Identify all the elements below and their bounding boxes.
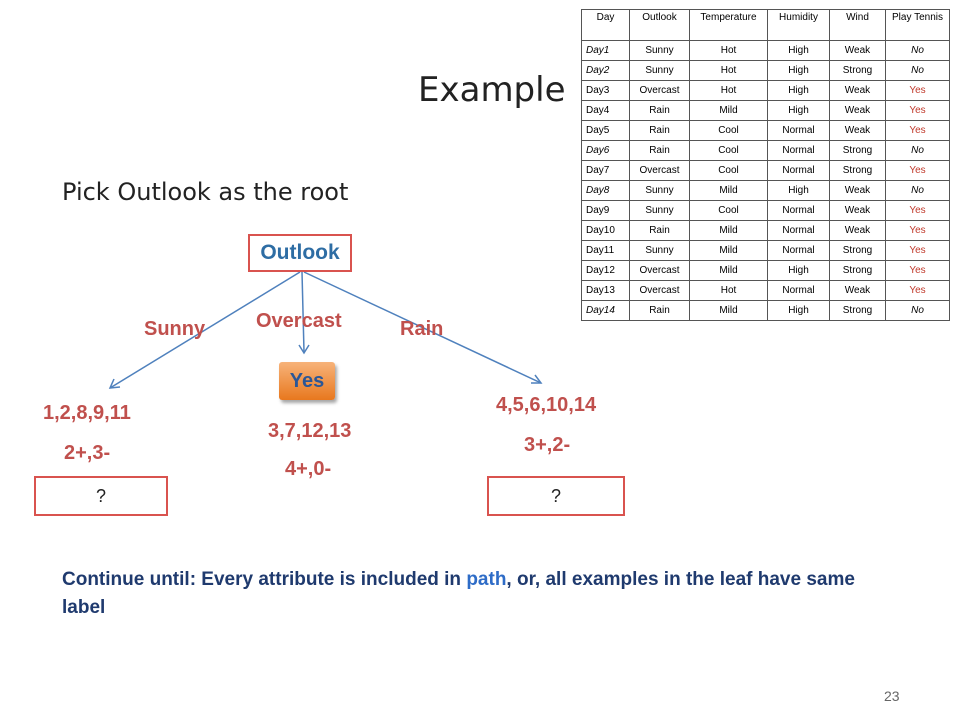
- table-cell: Hot: [690, 61, 768, 81]
- column-header: Temperature: [690, 10, 768, 41]
- table-header-row: [582, 10, 950, 41]
- table-cell: Yes: [886, 261, 950, 281]
- slide-title: Example: [418, 70, 566, 110]
- rain-counts: 3+,2-: [524, 434, 571, 456]
- table-cell: High: [768, 41, 830, 61]
- table-row: [582, 241, 950, 261]
- table-cell: Mild: [690, 261, 768, 281]
- table-cell: Normal: [768, 281, 830, 301]
- table-cell: Strong: [830, 241, 886, 261]
- table-cell: High: [768, 181, 830, 201]
- table-row: [582, 181, 950, 201]
- table-cell: Sunny: [630, 201, 690, 221]
- table-cell: No: [886, 61, 950, 81]
- table-cell: Cool: [690, 121, 768, 141]
- table-cell: Overcast: [630, 281, 690, 301]
- column-header: Humidity: [768, 10, 830, 41]
- table-cell: Normal: [768, 241, 830, 261]
- table-cell: Strong: [830, 161, 886, 181]
- leaf-node-sunny-unknown: ?: [34, 476, 168, 516]
- footer-text-part1: Continue until: Every attribute is included in: [62, 569, 467, 590]
- table-row: [582, 141, 950, 161]
- table-cell: No: [886, 181, 950, 201]
- table-cell: Sunny: [630, 41, 690, 61]
- table-cell: Day13: [582, 281, 630, 301]
- table-cell: Mild: [690, 221, 768, 241]
- table-cell: Strong: [830, 61, 886, 81]
- table-cell: Day7: [582, 161, 630, 181]
- table-cell: No: [886, 41, 950, 61]
- column-header: Outlook: [630, 10, 690, 41]
- table-row: [582, 261, 950, 281]
- table-cell: High: [768, 301, 830, 321]
- table-cell: High: [768, 101, 830, 121]
- footer-text-part2: , or, all examples in the leaf have same label: [62, 569, 855, 618]
- table-cell: Normal: [768, 201, 830, 221]
- overcast-examples: 3,7,12,13: [268, 420, 352, 442]
- table-cell: Sunny: [630, 61, 690, 81]
- play-tennis-table: [581, 9, 950, 321]
- table-cell: Yes: [886, 101, 950, 121]
- table-row: [582, 221, 950, 241]
- table-cell: Sunny: [630, 181, 690, 201]
- table-cell: Hot: [690, 41, 768, 61]
- table-cell: Cool: [690, 201, 768, 221]
- table-cell: Weak: [830, 41, 886, 61]
- table-cell: Normal: [768, 161, 830, 181]
- table-cell: Yes: [886, 201, 950, 221]
- table-row: [582, 61, 950, 81]
- table-cell: Hot: [690, 81, 768, 101]
- table-cell: High: [768, 261, 830, 281]
- table-cell: Mild: [690, 101, 768, 121]
- branch-label-rain: Rain: [400, 318, 444, 340]
- table-cell: No: [886, 141, 950, 161]
- leaf-node-rain-unknown: ?: [487, 476, 625, 516]
- table-cell: Day4: [582, 101, 630, 121]
- column-header: Wind: [830, 10, 886, 41]
- table-cell: Weak: [830, 81, 886, 101]
- table-cell: Overcast: [630, 81, 690, 101]
- table-cell: Weak: [830, 101, 886, 121]
- table-row: [582, 81, 950, 101]
- table-cell: Day10: [582, 221, 630, 241]
- overcast-counts: 4+,0-: [285, 458, 332, 480]
- rain-examples: 4,5,6,10,14: [496, 394, 597, 416]
- table-cell: Mild: [690, 241, 768, 261]
- table-cell: Day3: [582, 81, 630, 101]
- table-cell: Normal: [768, 141, 830, 161]
- table-cell: Rain: [630, 301, 690, 321]
- table-cell: Yes: [886, 121, 950, 141]
- table-cell: High: [768, 61, 830, 81]
- root-node-outlook: Outlook: [248, 234, 352, 272]
- table-cell: Yes: [886, 161, 950, 181]
- table-cell: Day2: [582, 61, 630, 81]
- table-cell: Rain: [630, 221, 690, 241]
- column-header: Day: [582, 10, 630, 41]
- table-cell: Weak: [830, 121, 886, 141]
- table-cell: Day9: [582, 201, 630, 221]
- table-cell: Rain: [630, 101, 690, 121]
- table-cell: Rain: [630, 141, 690, 161]
- table-cell: Yes: [886, 221, 950, 241]
- table-row: [582, 281, 950, 301]
- table-cell: Rain: [630, 121, 690, 141]
- table-cell: Weak: [830, 221, 886, 241]
- table-row: [582, 101, 950, 121]
- table-cell: Weak: [830, 181, 886, 201]
- table-row: [582, 121, 950, 141]
- table-cell: Weak: [830, 201, 886, 221]
- table-cell: High: [768, 81, 830, 101]
- branch-label-overcast: Overcast: [256, 310, 342, 332]
- leaf-node-yes: Yes: [279, 362, 335, 400]
- table-row: [582, 301, 950, 321]
- table-cell: Day1: [582, 41, 630, 61]
- sunny-counts: 2+,3-: [64, 442, 111, 464]
- footer-note: [62, 566, 892, 622]
- table-cell: Day5: [582, 121, 630, 141]
- table-cell: Day11: [582, 241, 630, 261]
- branch-label-sunny: Sunny: [144, 318, 206, 340]
- table-cell: Day14: [582, 301, 630, 321]
- page-number: 23: [884, 688, 900, 704]
- table-cell: Yes: [886, 81, 950, 101]
- sunny-examples: 1,2,8,9,11: [43, 402, 131, 424]
- table-cell: Yes: [886, 241, 950, 261]
- table-cell: Sunny: [630, 241, 690, 261]
- table-cell: Cool: [690, 141, 768, 161]
- table-cell: Strong: [830, 261, 886, 281]
- table-cell: Overcast: [630, 261, 690, 281]
- table-cell: Mild: [690, 301, 768, 321]
- table-cell: Weak: [830, 281, 886, 301]
- column-header: Play Tennis: [886, 10, 950, 41]
- table-cell: Normal: [768, 121, 830, 141]
- table-row: [582, 161, 950, 181]
- table-cell: No: [886, 301, 950, 321]
- table-cell: Overcast: [630, 161, 690, 181]
- table-cell: Hot: [690, 281, 768, 301]
- table-cell: Cool: [690, 161, 768, 181]
- table-cell: Strong: [830, 301, 886, 321]
- table-row: [582, 201, 950, 221]
- footer-path-word: path: [466, 569, 507, 590]
- table-cell: Day12: [582, 261, 630, 281]
- slide-subtitle: Pick Outlook as the root: [62, 178, 349, 206]
- table-cell: Normal: [768, 221, 830, 241]
- table-cell: Mild: [690, 181, 768, 201]
- table-row: [582, 41, 950, 61]
- table-cell: Strong: [830, 141, 886, 161]
- table-cell: Day6: [582, 141, 630, 161]
- table-cell: Day8: [582, 181, 630, 201]
- table-cell: Yes: [886, 281, 950, 301]
